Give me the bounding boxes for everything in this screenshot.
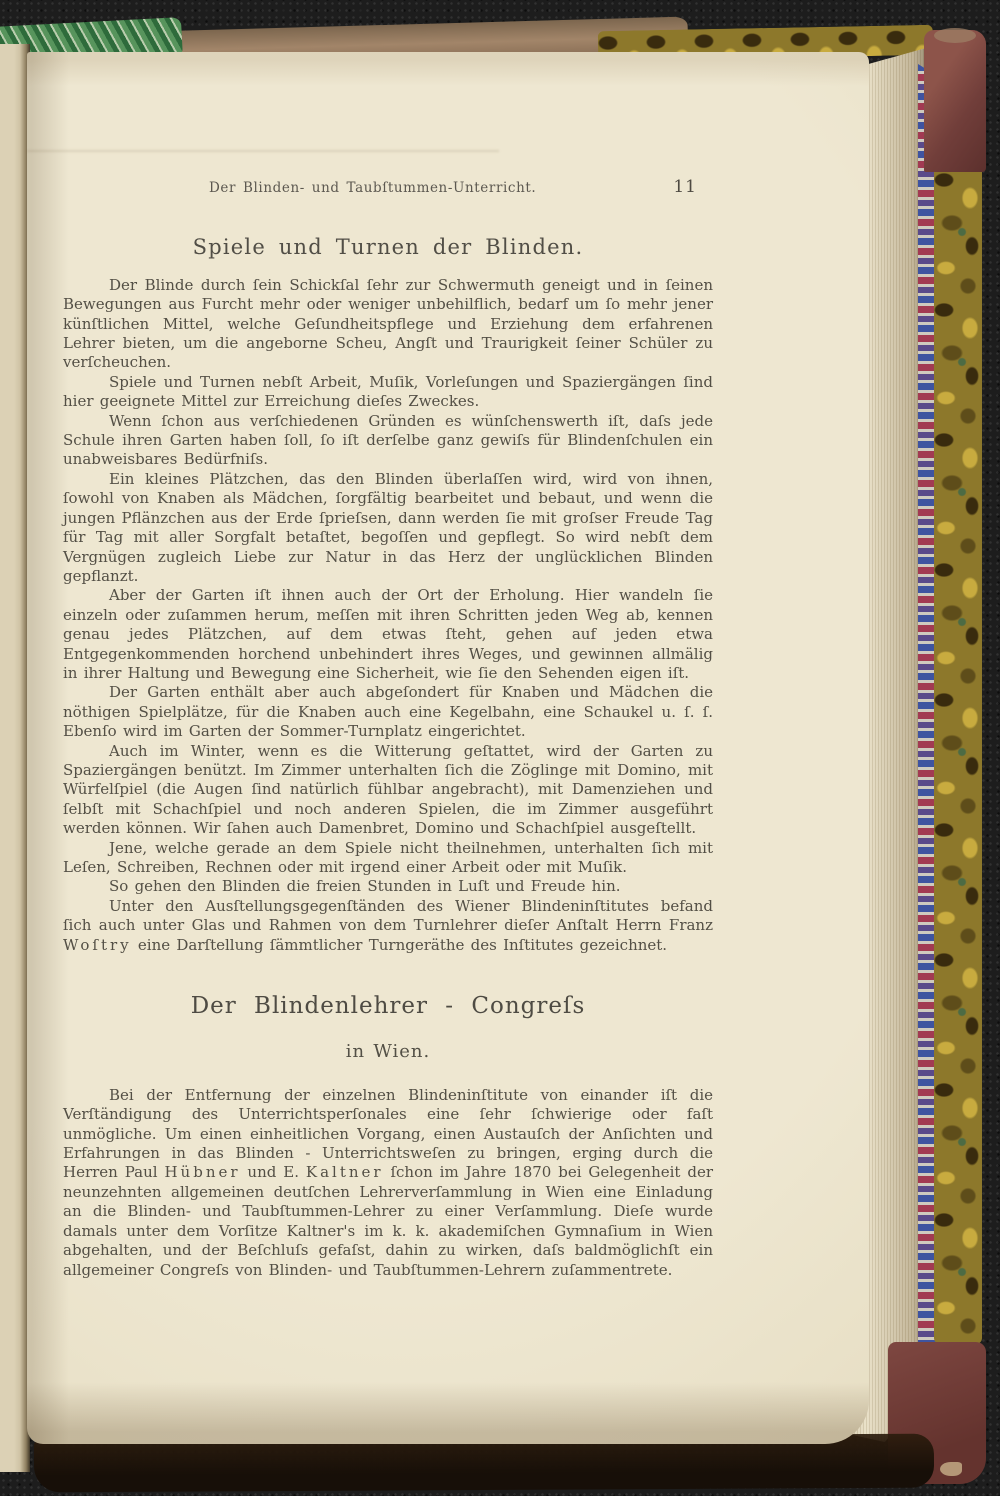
page-number: 11 [673,177,697,197]
paragraph-text: ſchon im Jahre 1870 bei Gelegenheit der neunzehnten allgemeinen deutſchen Lehrerverſammlung in Wien eine Einladung an die Blinden- und Taubſtummen-Lehrer zu einer Verſammlung. Dieſe wurde damals unter dem Vorſitze Kaltner's im k. k. akademiſchen Gymnaſium in Wien abgehalten, und der Beſchluſs gefaſst, dahin zu wirken, daſs baldmöglichſt ein allgemeiner Congreſs von Blinden- und Taubſtummen-Lehrern zuſammentrete. [63,1163,713,1279]
paragraph: Ein kleines Plätzchen, das den Blinden überlaſſen wird, wird von ihnen, ſowohl von Knaben als Mädchen, ſorgfältig bearbeitet und bebaut, und wenn die jungen Pflänzchen aus der Erde ſprieſsen, dann werden ſie mit groſser Freude Tag für Tag mit aller Sorgfalt betaſtet, begoſſen und gepflegt. So wird nebſt dem Vergnügen zugleich Liebe zur Natur in das Herz der unglücklichen Blinden gepflanzt. [63,469,713,585]
running-head [63,178,713,198]
paragraph [63,1086,713,1280]
paragraph [63,897,713,955]
paragraph: Der Blinde durch ſein Schickſal ſehr zur Schwermuth geneigt und in ſeinen Bewegungen aus Furcht mehr oder weniger unbehilflich, bedarf um ſo mehr jener künſtlichen Mittel, welche Geſundheitspflege und Erziehung dem erfahrenen Lehrer bieten, um die angeborne Scheu, Angſt und Traurigkeit ſeiner Schüler zu verſcheuchen. [63,275,713,372]
paragraph: So gehen den Blinden die freien Stunden in Luſt und Freude hin. [109,877,621,896]
section2-title: Der Blindenlehrer - Congreſs [190,993,586,1020]
running-header-text: Der Blinden- und Taubſtummen-Unterricht. [209,180,537,196]
paragraph: Auch im Winter, wenn es die Witterung geſtattet, wird der Garten zu Spaziergängen benützt. Im Zimmer unterhalten ſich die Zöglinge mit Domino, mit Würfelſpiel (die Augen ſind natürlich fühlbar angebracht), mit Damenziehen und ſelbſt mit Schachſpiel und noch anderen Spielen, die im Zimmer ausgeführt werden können. Wir ſahen auch Damenbret, Domino und Schachſpiel ausgeſtellt. [63,741,713,838]
person-name: Kaltner [305,1163,384,1182]
paragraph-text: und E. [240,1163,306,1182]
page-text-block [63,178,713,1280]
section-title: Spiele und Turnen der Blinden. [192,235,584,260]
leather-cover-top-corner [924,30,986,172]
marbled-board-edge [934,168,982,1344]
paragraph: Aber der Garten iſt ihnen auch der Ort der Erholung. Hier wandeln ſie einzeln oder zuſammen herum, meſſen mit ihren Schritten jeden Weg ab, kennen genau jedes Plätzchen, auf dem etwas ſteht, gehen auf jeden etwa Entgegenkommenden horchend unbehindert ihres Weges, und gewinnen allmälig in ihrer Haltung und Bewegung eine Sicherheit, wie ſie den Sehenden eigen iſt. [63,586,713,682]
section2-subtitle: in Wien. [345,1041,431,1063]
paragraph-text: Unter den Ausſtellungsgegenſtänden des Wiener Blindeninſtitutes befand ſich auch unter Glas und Rahmen von dem Turnlehrer dieſer Anſtalt Herrn Franz [63,896,713,935]
section-body [63,276,713,955]
paragraph: Wenn ſchon aus verſchiedenen Gründen es wünſchenswerth iſt, daſs jede Schule ihren Garten haben ſoll, ſo iſt derſelbe ganz gewiſs für Blindenſchulen ein unabweisbares Bedürfniſs. [63,411,713,469]
paragraph: Spiele und Turnen nebſt Arbeit, Muſik, Vorleſungen und Spaziergängen ſind hier geeignete Mittel zur Erreichung dieſes Zweckes. [63,372,713,411]
paragraph: Jene, welche gerade an dem Spiele nicht theilnehmen, unterhalten ſich mit Leſen, Schreiben, Rechnen oder mit irgend einer Arbeit oder mit Muſik. [63,838,713,876]
person-name: Woſtry [63,935,132,954]
paragraph: Der Garten enthält aber auch abgeſondert für Knaben und Mädchen die nöthigen Spielplätze, für die Knaben auch eine Kegelbahn, eine Schaukel u. ſ. ſ. Ebenſo wird im Garten der Sommer-Turnplatz eingerichtet. [63,683,713,741]
paragraph-text: Bei der Entfernung der einzelnen Blindeninſtitute von einander iſt die Verſtändigung des Unterrichtsperſonales eine ſehr ſchwierige oder faſt unmögliche. Um einen einheitlichen Vorgang, einen Austauſch der Anſichten und Erfahrungen in das Blinden - Unterrichtsweſen zu bringen, erging durch die Herren Paul [63,1085,713,1182]
person-name: Hübner [164,1163,241,1182]
book-page [27,52,869,1444]
paragraph-text: eine Darſtellung ſämmtlicher Turngeräthe des Inſtitutes gezeichnet. [131,935,668,954]
gutter-page-edge [0,44,30,1472]
